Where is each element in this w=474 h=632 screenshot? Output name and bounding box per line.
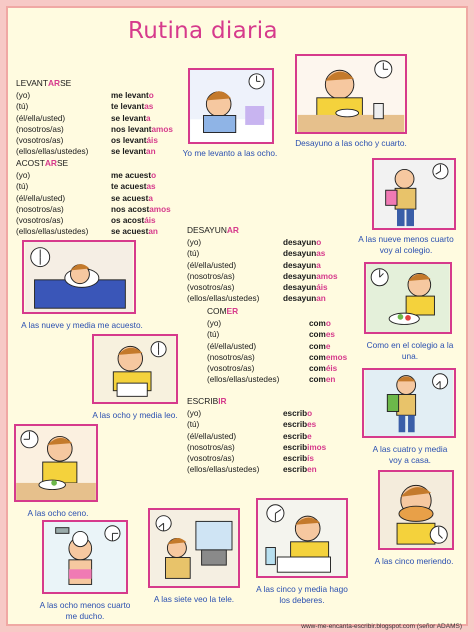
caption-acuesto: A las nueve y media me acuesto. [21,320,143,330]
verb-form [111,215,156,226]
conjugation-row [187,237,338,248]
footer-credit: www-me-encanta-escribir.blogspot.com (señor ADAMS) [301,623,462,630]
verb-form [283,419,316,430]
conjugation-row [187,442,326,453]
conjugation-row [187,431,326,442]
conjugation-acostarse [16,158,171,237]
form-stem: com [309,364,326,374]
conjugation-row [187,464,326,475]
form-ending: as [146,182,156,192]
conjugation-row [16,215,171,226]
form-stem: com [309,341,326,351]
conjugation-row [207,329,347,340]
verb-form [283,464,317,475]
pronoun: (yo) [207,319,222,329]
form-stem: desayun [283,283,317,293]
form-ending: a [316,260,321,270]
form-ending: an [148,227,158,237]
pronoun: (él/ella/usted) [16,193,66,203]
pronoun: (él/ella/usted) [16,113,66,123]
verb-form [111,226,158,237]
verb-form [111,101,153,112]
form-stem: desayun [283,260,317,270]
conjugation-row [207,363,347,374]
form-stem: escrib [283,442,308,452]
form-ending: imos [307,442,327,452]
verb-form [283,453,314,464]
verb-form [283,237,321,248]
picture-lunch [364,262,452,334]
verb-form [309,341,330,352]
form-stem: nos acost [111,204,150,214]
conjugation-row [16,101,173,112]
form-stem: escrib [283,409,308,419]
form-ending: áis [316,283,328,293]
pronoun: (ellos/ellas/ustedes) [187,465,260,475]
conjugation-row [207,374,347,385]
form-ending: en [307,465,317,475]
caption-deberes-line1: A las cinco y media hago [256,584,348,594]
form-ending: es [325,330,335,340]
verb-form [111,135,158,146]
verb-ending: ER [226,306,239,316]
verb-ending: AR [44,158,57,168]
form-ending: a [148,193,153,203]
form-ending: emos [325,352,348,362]
form-ending: o [316,238,322,248]
verb-form [111,204,171,215]
form-ending: áis [144,216,156,226]
caption-casa-line1: A las cuatro y media [372,444,448,454]
pronoun: (yo) [187,238,202,248]
caption-desayuno: Desayuno a las ocho y cuarto. [295,138,407,148]
form-ending: an [316,294,326,304]
conjugation-row [16,193,171,204]
form-ending: éis [325,364,338,374]
pronoun: (tú) [187,249,200,259]
form-ending: e [307,431,312,441]
pronoun: (ellos/ellas/ustedes) [207,375,280,385]
verb-form [309,318,331,329]
picture-reading [92,334,178,404]
form-stem: te acuest [111,182,147,192]
verb-heading [16,158,171,169]
pronoun: (nosotros/as) [187,442,235,452]
picture-wake-up [188,68,274,144]
verb-ending: AR [47,78,61,88]
form-ending: áis [146,136,158,146]
conjugation-row [187,408,326,419]
form-stem: desayun [283,249,317,259]
pronoun: (ellos/ellas/ustedes) [16,227,89,237]
form-stem: desayun [283,294,317,304]
verb-heading [187,225,338,236]
conjugation-row [207,341,347,352]
conjugation-row [16,90,173,101]
form-ending: o [307,409,313,419]
pronoun: (tú) [207,330,220,340]
form-stem: desayun [283,271,317,281]
caption-ducho-line1: A las ocho menos cuarto [39,600,131,610]
form-stem: desayun [283,238,317,248]
pronoun: (ellos/ellas/ustedes) [16,147,89,157]
caption-ceno: A las ocho ceno. [27,508,89,518]
verb-form [309,363,337,374]
picture-snack [378,470,454,550]
verb-form [309,374,335,385]
form-ending: amos [151,124,173,134]
verb-form [283,271,338,282]
form-stem: se levant [111,113,147,123]
verb-form [283,248,325,259]
caption-colegio-line1: A las nueve menos cuarto [358,234,454,244]
pronoun: (ellos/ellas/ustedes) [187,294,260,304]
conjugation-row [187,271,338,282]
pronoun: (vosotros/as) [16,136,64,146]
pronoun: (nosotros/as) [16,204,64,214]
caption-ducho-line2: me ducho. [65,611,105,621]
conjugation-row [207,318,347,329]
conjugation-row [187,282,338,293]
caption-tele: A las siete veo la tele. [153,594,235,604]
conjugation-levantarse [16,78,173,157]
conjugation-escribir [187,396,326,475]
verb-stem: ACOST [16,158,45,168]
caption-levanto: Yo me levanto a las ocho. [182,148,278,158]
verb-form [309,329,335,340]
verb-form [283,260,321,271]
pronoun: (nosotros/as) [16,124,64,134]
form-stem: se acuest [111,227,149,237]
conjugation-row [16,226,171,237]
form-ending: o [151,171,157,181]
verb-ending: IR [218,396,227,406]
conjugation-row [207,352,347,363]
pronoun: (él/ella/usted) [187,260,237,270]
verb-form [283,431,312,442]
pronoun: (vosotros/as) [16,216,64,226]
form-ending: o [325,319,331,329]
form-stem: te levant [111,102,145,112]
conjugation-comer [207,306,347,385]
form-stem: escrib [283,431,308,441]
form-stem: escrib [283,454,308,464]
verb-form [111,113,151,124]
verb-form [111,193,153,204]
form-stem: me levant [111,91,149,101]
form-stem: com [309,352,326,362]
picture-going-home [362,368,456,438]
pronoun: (vosotros/as) [187,454,235,464]
pronoun: (él/ella/usted) [187,431,237,441]
caption-como-line2: una. [401,351,419,361]
caption-colegio-line2: voy al colegio. [379,245,433,255]
form-ending: o [148,91,154,101]
conjugation-row [187,453,326,464]
picture-shower [42,520,128,594]
pronoun: (vosotros/as) [187,283,235,293]
verb-form [111,124,173,135]
form-stem: me acuest [111,171,152,181]
caption-leo: A las ocho y media leo. [92,410,178,420]
picture-school [372,158,456,230]
form-ending: amos [149,204,171,214]
form-ending: an [146,147,156,157]
conjugation-row [187,419,326,430]
form-ending: e [325,341,331,351]
caption-como-line1: Como en el colegio a la [366,340,454,350]
form-stem: com [309,375,326,385]
caption-deberes-line2: los deberes. [279,595,325,605]
verb-form [111,90,154,101]
verb-stem: COM [207,306,227,316]
pronoun: (tú) [16,102,29,112]
pronoun: (tú) [187,420,200,430]
pronoun: (tú) [16,182,29,192]
verb-stem: ESCRIB [187,396,219,406]
caption-meriendo: A las cinco meriendo. [374,556,454,566]
verb-form [283,293,326,304]
picture-breakfast [295,54,407,134]
verb-ending: AR [226,225,239,235]
form-stem: escrib [283,420,308,430]
caption-casa-line2: voy a casa. [389,455,431,465]
form-stem: os acost [111,216,145,226]
form-stem: os levant [111,136,147,146]
verb-reflexive: SE [56,158,69,168]
verb-stem: DESAYUN [187,225,227,235]
conjugation-row [16,170,171,181]
form-stem: com [309,330,326,340]
pronoun: (yo) [16,171,31,181]
conjugation-row [16,146,173,157]
form-ending: es [307,420,317,430]
picture-homework [256,498,348,578]
pronoun: (yo) [16,91,31,101]
conjugation-desayunar [187,225,338,304]
form-ending: as [316,249,326,259]
conjugation-row [16,113,173,124]
verb-form [111,170,156,181]
verb-heading [16,78,173,89]
conjugation-row [16,124,173,135]
pronoun: (yo) [187,409,202,419]
verb-form [283,282,328,293]
verb-heading [187,396,326,407]
form-ending: en [325,375,336,385]
verb-form [111,181,156,192]
pronoun: (nosotros/as) [207,352,255,362]
conjugation-row [187,260,338,271]
pronoun: (vosotros/as) [207,364,255,374]
verb-reflexive: SE [60,78,72,88]
conjugation-row [16,181,171,192]
pronoun: (nosotros/as) [187,271,235,281]
page-title: Rutina diaria [128,18,278,44]
conjugation-row [187,293,338,304]
picture-dinner [14,424,98,502]
form-ending: as [144,102,154,112]
form-ending: a [146,113,151,123]
verb-form [283,408,312,419]
verb-form [111,146,156,157]
conjugation-row [187,248,338,259]
verb-form [309,352,347,363]
form-stem: escrib [283,465,308,475]
pronoun: (él/ella/usted) [207,341,257,351]
conjugation-row [16,135,173,146]
form-stem: se levant [111,147,147,157]
verb-heading [207,306,347,317]
conjugation-row [16,204,171,215]
form-stem: nos levant [111,124,152,134]
form-stem: se acuest [111,193,149,203]
verb-stem: LEVANT [16,78,48,88]
picture-tv [148,508,240,588]
form-ending: amos [316,271,338,281]
picture-bedtime [22,240,136,314]
form-stem: com [309,319,326,329]
verb-form [283,442,326,453]
form-ending: ís [307,454,314,464]
